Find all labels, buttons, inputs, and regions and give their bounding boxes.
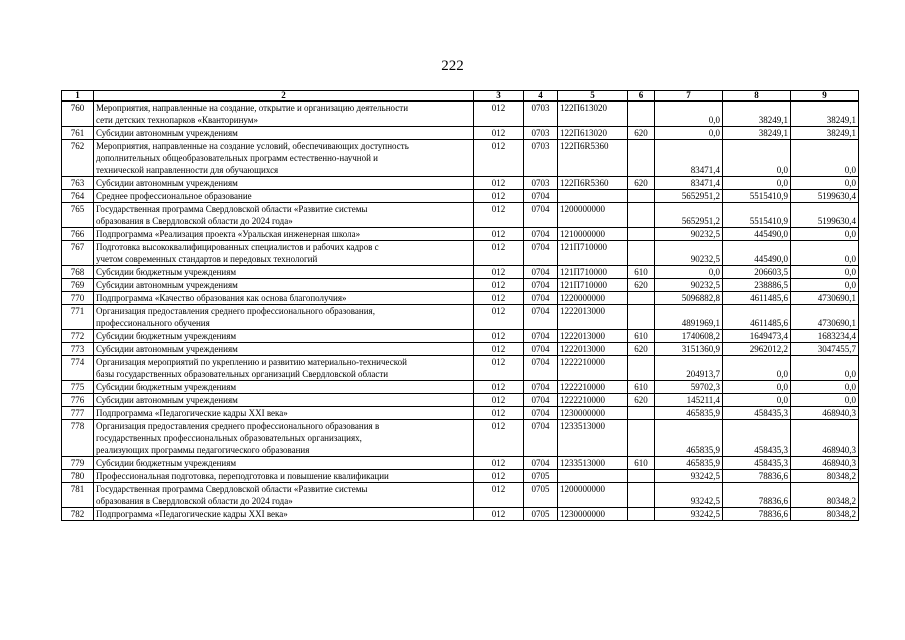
- target-article-cell: 1210000000: [558, 228, 628, 241]
- ministry-code-cell: 012: [474, 394, 524, 407]
- amount-col9-cell: 80348,2: [791, 470, 859, 483]
- amount-col9-cell: 0,0: [791, 356, 859, 381]
- table-row: [62, 292, 859, 305]
- row-name-cell: [94, 190, 474, 203]
- expense-type-cell: 620: [628, 394, 655, 407]
- row-name-cell: [94, 127, 474, 140]
- amount-col8-cell: 5515410,9: [723, 190, 791, 203]
- row-number-cell: 778: [62, 420, 94, 457]
- section-code-cell: 0704: [524, 279, 558, 292]
- target-article-cell: 1233513000: [558, 420, 628, 457]
- row-number-cell: 764: [62, 190, 94, 203]
- ministry-code-cell: 012: [474, 483, 524, 508]
- amount-col7-cell: 83471,4: [655, 140, 723, 177]
- target-article-cell: 122П613020: [558, 127, 628, 140]
- section-code-cell: 0705: [524, 470, 558, 483]
- amount-col9-cell: 468940,3: [791, 420, 859, 457]
- row-name-line: Организация предоставления среднего профессионального образования,: [96, 306, 375, 316]
- expense-type-cell: [628, 356, 655, 381]
- table-row: [62, 330, 859, 343]
- amount-col7-cell: 90232,5: [655, 228, 723, 241]
- amount-col8-cell: 458435,3: [723, 407, 791, 420]
- amount-col9-cell: 0,0: [791, 266, 859, 279]
- row-name-line: Организация предоставления среднего профессионального образования в: [96, 421, 380, 431]
- amount-col8-cell: 206603,5: [723, 266, 791, 279]
- amount-col7-cell: 1740608,2: [655, 330, 723, 343]
- ministry-code-cell: 012: [474, 508, 524, 521]
- row-name-line: государственных профессиональных образовательных организациях,: [96, 433, 362, 443]
- row-name-cell: [94, 266, 474, 279]
- row-name-line: Государственная программа Свердловской области «Развитие системы: [96, 204, 368, 214]
- header-col-7: 7: [655, 91, 723, 102]
- amount-col7-cell: 145211,4: [655, 394, 723, 407]
- row-name-cell: [94, 407, 474, 420]
- ministry-code-cell: 012: [474, 101, 524, 127]
- row-name-line: Организация мероприятий по укреплению и развитию материально-технической: [96, 357, 407, 367]
- expense-type-cell: 620: [628, 279, 655, 292]
- amount-col9-cell: 0,0: [791, 228, 859, 241]
- amount-col7-cell: 5096882,8: [655, 292, 723, 305]
- row-name-cell: [94, 177, 474, 190]
- amount-col7-cell: 4891969,1: [655, 305, 723, 330]
- target-article-cell: 121П710000: [558, 241, 628, 266]
- row-name-line: профессионального обучения: [96, 318, 210, 328]
- target-article-cell: 1222013000: [558, 305, 628, 330]
- row-name-line: Профессиональная подготовка, переподготовка и повышение квалификации: [96, 471, 389, 481]
- amount-col9-cell: 468940,3: [791, 407, 859, 420]
- section-code-cell: 0704: [524, 228, 558, 241]
- amount-col9-cell: 0,0: [791, 140, 859, 177]
- table-row: [62, 266, 859, 279]
- row-name-line: Субсидии бюджетным учреждениям: [96, 267, 237, 277]
- target-article-cell: 122П6R5360: [558, 140, 628, 177]
- row-number-cell: 779: [62, 457, 94, 470]
- row-name-line: Субсидии автономным учреждениям: [96, 178, 238, 188]
- expense-type-cell: [628, 470, 655, 483]
- row-number-cell: 775: [62, 381, 94, 394]
- amount-col7-cell: 83471,4: [655, 177, 723, 190]
- expense-type-cell: [628, 190, 655, 203]
- amount-col9-cell: 1683234,4: [791, 330, 859, 343]
- amount-col8-cell: 38249,1: [723, 101, 791, 127]
- section-code-cell: 0703: [524, 177, 558, 190]
- amount-col9-cell: 80348,2: [791, 483, 859, 508]
- expense-type-cell: [628, 101, 655, 127]
- expense-type-cell: [628, 203, 655, 228]
- header-col-1: 1: [62, 91, 94, 102]
- expense-type-cell: [628, 508, 655, 521]
- table-row: [62, 470, 859, 483]
- row-number-cell: 768: [62, 266, 94, 279]
- table-row: [62, 241, 859, 266]
- target-article-cell: 1222210000: [558, 381, 628, 394]
- row-name-cell: [94, 343, 474, 356]
- ministry-code-cell: 012: [474, 241, 524, 266]
- amount-col8-cell: 78836,6: [723, 508, 791, 521]
- section-code-cell: 0704: [524, 343, 558, 356]
- target-article-cell: 1222210000: [558, 394, 628, 407]
- table-row: [62, 343, 859, 356]
- expense-type-cell: [628, 420, 655, 457]
- amount-col8-cell: 458435,3: [723, 457, 791, 470]
- row-number-cell: 765: [62, 203, 94, 228]
- amount-col7-cell: 5652951,2: [655, 203, 723, 228]
- amount-col8-cell: 4611485,6: [723, 305, 791, 330]
- row-name-cell: [94, 420, 474, 457]
- ministry-code-cell: 012: [474, 190, 524, 203]
- table-body: [62, 101, 859, 521]
- header-col-3: 3: [474, 91, 524, 102]
- row-name-cell: [94, 292, 474, 305]
- table-row: [62, 356, 859, 381]
- ministry-code-cell: 012: [474, 140, 524, 177]
- target-article-cell: 122П613020: [558, 101, 628, 127]
- section-code-cell: 0703: [524, 127, 558, 140]
- section-code-cell: 0704: [524, 330, 558, 343]
- amount-col9-cell: 5199630,4: [791, 203, 859, 228]
- expense-type-cell: [628, 483, 655, 508]
- row-name-cell: [94, 241, 474, 266]
- section-code-cell: 0704: [524, 356, 558, 381]
- amount-col9-cell: 80348,2: [791, 508, 859, 521]
- ministry-code-cell: 012: [474, 470, 524, 483]
- table-row: [62, 394, 859, 407]
- amount-col8-cell: 78836,6: [723, 483, 791, 508]
- row-number-cell: 780: [62, 470, 94, 483]
- target-article-cell: 1222013000: [558, 343, 628, 356]
- target-article-cell: 1230000000: [558, 508, 628, 521]
- amount-col9-cell: 4730690,1: [791, 292, 859, 305]
- table-row: [62, 190, 859, 203]
- amount-col8-cell: 2962012,2: [723, 343, 791, 356]
- row-number-cell: 762: [62, 140, 94, 177]
- row-name-line: учетом современных стандартов и передовых технологий: [96, 254, 318, 264]
- row-name-line: Подпрограмма «Педагогические кадры XXI века»: [96, 408, 288, 418]
- section-code-cell: 0705: [524, 483, 558, 508]
- expense-type-cell: [628, 305, 655, 330]
- section-code-cell: 0704: [524, 305, 558, 330]
- table-row: [62, 140, 859, 177]
- row-name-cell: [94, 305, 474, 330]
- ministry-code-cell: 012: [474, 228, 524, 241]
- amount-col8-cell: 445490,0: [723, 228, 791, 241]
- row-number-cell: 766: [62, 228, 94, 241]
- amount-col9-cell: 0,0: [791, 177, 859, 190]
- section-code-cell: 0704: [524, 420, 558, 457]
- row-name-line: Среднее профессиональное образование: [96, 191, 252, 201]
- ministry-code-cell: 012: [474, 356, 524, 381]
- row-name-line: образования в Свердловской области до 2024 года»: [96, 496, 293, 506]
- row-name-cell: [94, 330, 474, 343]
- row-number-cell: 771: [62, 305, 94, 330]
- expense-type-cell: 610: [628, 381, 655, 394]
- section-code-cell: 0704: [524, 241, 558, 266]
- amount-col8-cell: 0,0: [723, 356, 791, 381]
- page-number: 222: [441, 58, 464, 74]
- row-number-cell: 782: [62, 508, 94, 521]
- amount-col8-cell: 238886,5: [723, 279, 791, 292]
- expense-type-cell: [628, 292, 655, 305]
- expense-type-cell: 620: [628, 343, 655, 356]
- target-article-cell: 1222013000: [558, 330, 628, 343]
- row-number-cell: 767: [62, 241, 94, 266]
- row-name-line: реализующих программы педагогического образования: [96, 445, 310, 455]
- section-code-cell: 0704: [524, 394, 558, 407]
- header-col-4: 4: [524, 91, 558, 102]
- table-row: [62, 127, 859, 140]
- ministry-code-cell: 012: [474, 305, 524, 330]
- amount-col7-cell: 3151360,9: [655, 343, 723, 356]
- row-number-cell: 761: [62, 127, 94, 140]
- row-name-cell: [94, 457, 474, 470]
- row-number-cell: 773: [62, 343, 94, 356]
- amount-col8-cell: 38249,1: [723, 127, 791, 140]
- expense-type-cell: [628, 407, 655, 420]
- amount-col7-cell: 59702,3: [655, 381, 723, 394]
- section-code-cell: 0704: [524, 203, 558, 228]
- header-col-8: 8: [723, 91, 791, 102]
- target-article-cell: [558, 470, 628, 483]
- row-number-cell: 777: [62, 407, 94, 420]
- row-name-line: Субсидии бюджетным учреждениям: [96, 331, 237, 341]
- amount-col7-cell: 0,0: [655, 266, 723, 279]
- row-number-cell: 769: [62, 279, 94, 292]
- amount-col7-cell: 93242,5: [655, 470, 723, 483]
- amount-col8-cell: 458435,3: [723, 420, 791, 457]
- ministry-code-cell: 012: [474, 330, 524, 343]
- section-code-cell: 0703: [524, 140, 558, 177]
- amount-col9-cell: 0,0: [791, 279, 859, 292]
- row-name-line: дополнительных общеобразовательных программ естественно-научной и: [96, 153, 378, 163]
- row-name-line: Подпрограмма «Реализация проекта «Уральская инженерная школа»: [96, 229, 361, 239]
- ministry-code-cell: 012: [474, 343, 524, 356]
- section-code-cell: 0704: [524, 457, 558, 470]
- table-row: [62, 508, 859, 521]
- amount-col7-cell: 0,0: [655, 127, 723, 140]
- amount-col9-cell: 5199630,4: [791, 190, 859, 203]
- row-name-line: Субсидии автономным учреждениям: [96, 128, 238, 138]
- table-row: [62, 457, 859, 470]
- expense-type-cell: [628, 228, 655, 241]
- row-name-cell: [94, 228, 474, 241]
- amount-col8-cell: 0,0: [723, 177, 791, 190]
- header-col-6: 6: [628, 91, 655, 102]
- row-name-line: Подготовка высококвалифицированных специалистов и рабочих кадров с: [96, 242, 379, 252]
- row-number-cell: 770: [62, 292, 94, 305]
- row-name-line: Субсидии автономным учреждениям: [96, 344, 238, 354]
- amount-col9-cell: 4730690,1: [791, 305, 859, 330]
- row-name-cell: [94, 508, 474, 521]
- row-name-line: технической направленности для обучающихся: [96, 165, 279, 175]
- target-article-cell: 1200000000: [558, 483, 628, 508]
- expense-type-cell: [628, 241, 655, 266]
- section-code-cell: 0704: [524, 266, 558, 279]
- expense-type-cell: [628, 140, 655, 177]
- row-number-cell: 781: [62, 483, 94, 508]
- section-code-cell: 0704: [524, 381, 558, 394]
- row-name-line: Мероприятия, направленные на создание условий, обеспечивающих доступность: [96, 141, 409, 151]
- row-name-cell: [94, 203, 474, 228]
- amount-col8-cell: 0,0: [723, 381, 791, 394]
- ministry-code-cell: 012: [474, 127, 524, 140]
- header-col-9: 9: [791, 91, 859, 102]
- amount-col9-cell: 38249,1: [791, 101, 859, 127]
- row-name-line: Субсидии автономным учреждениям: [96, 280, 238, 290]
- amount-col7-cell: 465835,9: [655, 420, 723, 457]
- row-name-line: базы государственных образовательных организаций Свердловской области: [96, 369, 389, 379]
- amount-col9-cell: 0,0: [791, 381, 859, 394]
- ministry-code-cell: 012: [474, 177, 524, 190]
- section-code-cell: 0703: [524, 101, 558, 127]
- amount-col9-cell: 38249,1: [791, 127, 859, 140]
- row-name-cell: [94, 356, 474, 381]
- table-header-row: [62, 91, 859, 102]
- amount-col7-cell: 93242,5: [655, 483, 723, 508]
- table-row: [62, 279, 859, 292]
- ministry-code-cell: 012: [474, 457, 524, 470]
- expense-type-cell: 610: [628, 266, 655, 279]
- row-name-cell: [94, 279, 474, 292]
- row-name-cell: [94, 483, 474, 508]
- ministry-code-cell: 012: [474, 407, 524, 420]
- amount-col7-cell: 465835,9: [655, 407, 723, 420]
- table-row: [62, 407, 859, 420]
- header-col-5: 5: [558, 91, 628, 102]
- table-row: [62, 228, 859, 241]
- row-name-cell: [94, 381, 474, 394]
- row-number-cell: 776: [62, 394, 94, 407]
- amount-col7-cell: 93242,5: [655, 508, 723, 521]
- target-article-cell: 122П6R5360: [558, 177, 628, 190]
- amount-col9-cell: 0,0: [791, 241, 859, 266]
- amount-col7-cell: 204913,7: [655, 356, 723, 381]
- expense-type-cell: 610: [628, 330, 655, 343]
- amount-col8-cell: 0,0: [723, 140, 791, 177]
- table-row: [62, 381, 859, 394]
- expense-type-cell: 620: [628, 127, 655, 140]
- ministry-code-cell: 012: [474, 381, 524, 394]
- amount-col8-cell: 1649473,4: [723, 330, 791, 343]
- section-code-cell: 0704: [524, 190, 558, 203]
- row-name-cell: [94, 101, 474, 127]
- expense-type-cell: 620: [628, 177, 655, 190]
- table-row: [62, 305, 859, 330]
- row-name-line: Подпрограмма «Качество образования как основа благополучия»: [96, 293, 347, 303]
- row-number-cell: 763: [62, 177, 94, 190]
- target-article-cell: 1233513000: [558, 457, 628, 470]
- row-name-line: образования в Свердловской области до 2024 года»: [96, 216, 293, 226]
- table-row: [62, 177, 859, 190]
- row-number-cell: 774: [62, 356, 94, 381]
- row-name-cell: [94, 140, 474, 177]
- header-col-2: 2: [94, 91, 474, 102]
- amount-col8-cell: 78836,6: [723, 470, 791, 483]
- table-row: [62, 420, 859, 457]
- target-article-cell: 1200000000: [558, 203, 628, 228]
- table-row: [62, 101, 859, 127]
- table-row: [62, 483, 859, 508]
- budget-table: [61, 90, 859, 521]
- expense-type-cell: 610: [628, 457, 655, 470]
- row-number-cell: 772: [62, 330, 94, 343]
- row-name-line: Субсидии бюджетным учреждениям: [96, 458, 237, 468]
- amount-col7-cell: 0,0: [655, 101, 723, 127]
- ministry-code-cell: 012: [474, 292, 524, 305]
- amount-col8-cell: 4611485,6: [723, 292, 791, 305]
- table-row: [62, 203, 859, 228]
- amount-col7-cell: 90232,5: [655, 279, 723, 292]
- amount-col7-cell: 465835,9: [655, 457, 723, 470]
- row-name-line: Мероприятия, направленные на создание, открытие и организацию деятельности: [96, 103, 409, 113]
- section-code-cell: 0704: [524, 407, 558, 420]
- row-name-line: Подпрограмма «Педагогические кадры XXI века»: [96, 509, 288, 519]
- amount-col8-cell: 0,0: [723, 394, 791, 407]
- target-article-cell: 1230000000: [558, 407, 628, 420]
- row-name-cell: [94, 470, 474, 483]
- target-article-cell: 1220000000: [558, 292, 628, 305]
- ministry-code-cell: 012: [474, 279, 524, 292]
- ministry-code-cell: 012: [474, 420, 524, 457]
- section-code-cell: 0704: [524, 292, 558, 305]
- ministry-code-cell: 012: [474, 203, 524, 228]
- row-name-line: сети детских технопарков «Кванторинум»: [96, 115, 258, 125]
- row-name-cell: [94, 394, 474, 407]
- row-name-line: Государственная программа Свердловской области «Развитие системы: [96, 484, 368, 494]
- target-article-cell: [558, 190, 628, 203]
- amount-col9-cell: 0,0: [791, 394, 859, 407]
- target-article-cell: 121П710000: [558, 279, 628, 292]
- row-name-line: Субсидии бюджетным учреждениям: [96, 382, 237, 392]
- amount-col7-cell: 5652951,2: [655, 190, 723, 203]
- amount-col7-cell: 90232,5: [655, 241, 723, 266]
- amount-col8-cell: 445490,0: [723, 241, 791, 266]
- row-number-cell: 760: [62, 101, 94, 127]
- target-article-cell: 1222210000: [558, 356, 628, 381]
- amount-col9-cell: 468940,3: [791, 457, 859, 470]
- ministry-code-cell: 012: [474, 266, 524, 279]
- target-article-cell: 121П710000: [558, 266, 628, 279]
- amount-col9-cell: 3047455,7: [791, 343, 859, 356]
- row-name-line: Субсидии автономным учреждениям: [96, 395, 238, 405]
- section-code-cell: 0705: [524, 508, 558, 521]
- amount-col8-cell: 5515410,9: [723, 203, 791, 228]
